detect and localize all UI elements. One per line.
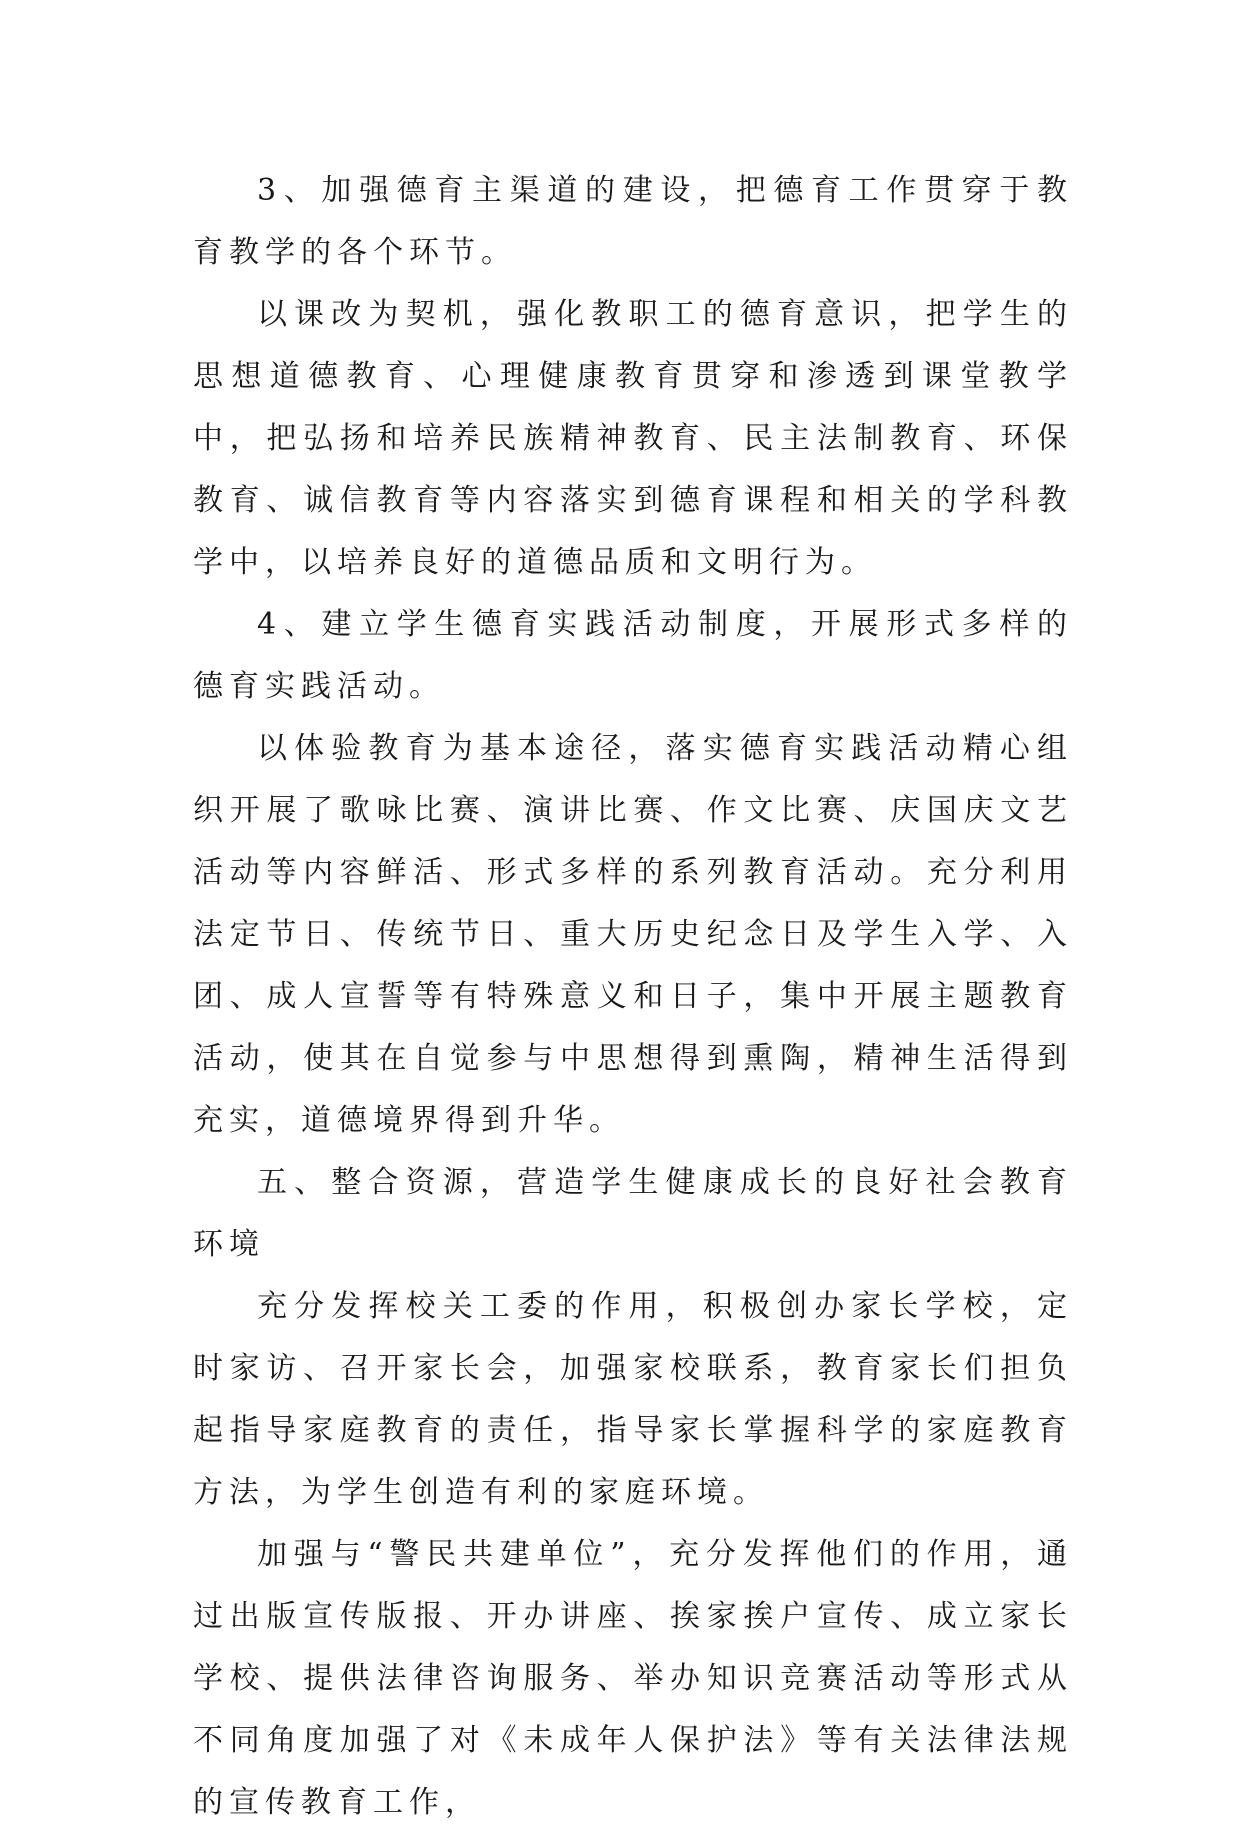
paragraph-section-5-heading: 五、整合资源，营造学生健康成长的良好社会教育环境 — [193, 1165, 1073, 1262]
paragraph-curriculum-reform: 以课改为契机，强化教职工的德育意识，把学生的思想道德教育、心理健康教育贯穿和渗透到课堂教学中，把弘扬和培养民族精神教育、民主法制教育、环保教育、诚信教育等内容落实到德育课程和相关的学科教学中，以培养良好的道德品质和文明行为。 — [193, 297, 1073, 580]
paragraph-section-3-heading: 3、加强德育主渠道的建设，把德育工作贯穿于教育教学的各个环节。 — [193, 173, 1073, 270]
paragraph-police-community: 加强与“警民共建单位”，充分发挥他们的作用，通过出版宣传版报、开办讲座、挨家挨户宣传、成立家长学校、提供法律咨询服务、举办知识竞赛活动等形式从不同角度加强了对《未成年人保护法》等有关法律法规的宣传教育工作， — [193, 1537, 1073, 1820]
document-body — [193, 160, 1073, 1834]
paragraph-parent-school: 充分发挥校关工委的作用，积极创办家长学校，定时家访、召开家长会，加强家校联系，教育家长们担负起指导家庭教育的责任，指导家长掌握科学的家庭教育方法，为学生创造有利的家庭环境。 — [193, 1289, 1073, 1510]
paragraph-section-4-heading: 4、建立学生德育实践活动制度，开展形式多样的德育实践活动。 — [193, 607, 1073, 704]
paragraph-experiential-education: 以体验教育为基本途径，落实德育实践活动精心组织开展了歌咏比赛、演讲比赛、作文比赛、庆国庆文艺活动等内容鲜活、形式多样的系列教育活动。充分利用法定节日、传统节日、重大历史纪念日及学生入学、入团、成人宣誓等有特殊意义和日子，集中开展主题教育活动，使其在自觉参与中思想得到熏陶，精神生活得到充实，道德境界得到升华。 — [193, 731, 1073, 1138]
